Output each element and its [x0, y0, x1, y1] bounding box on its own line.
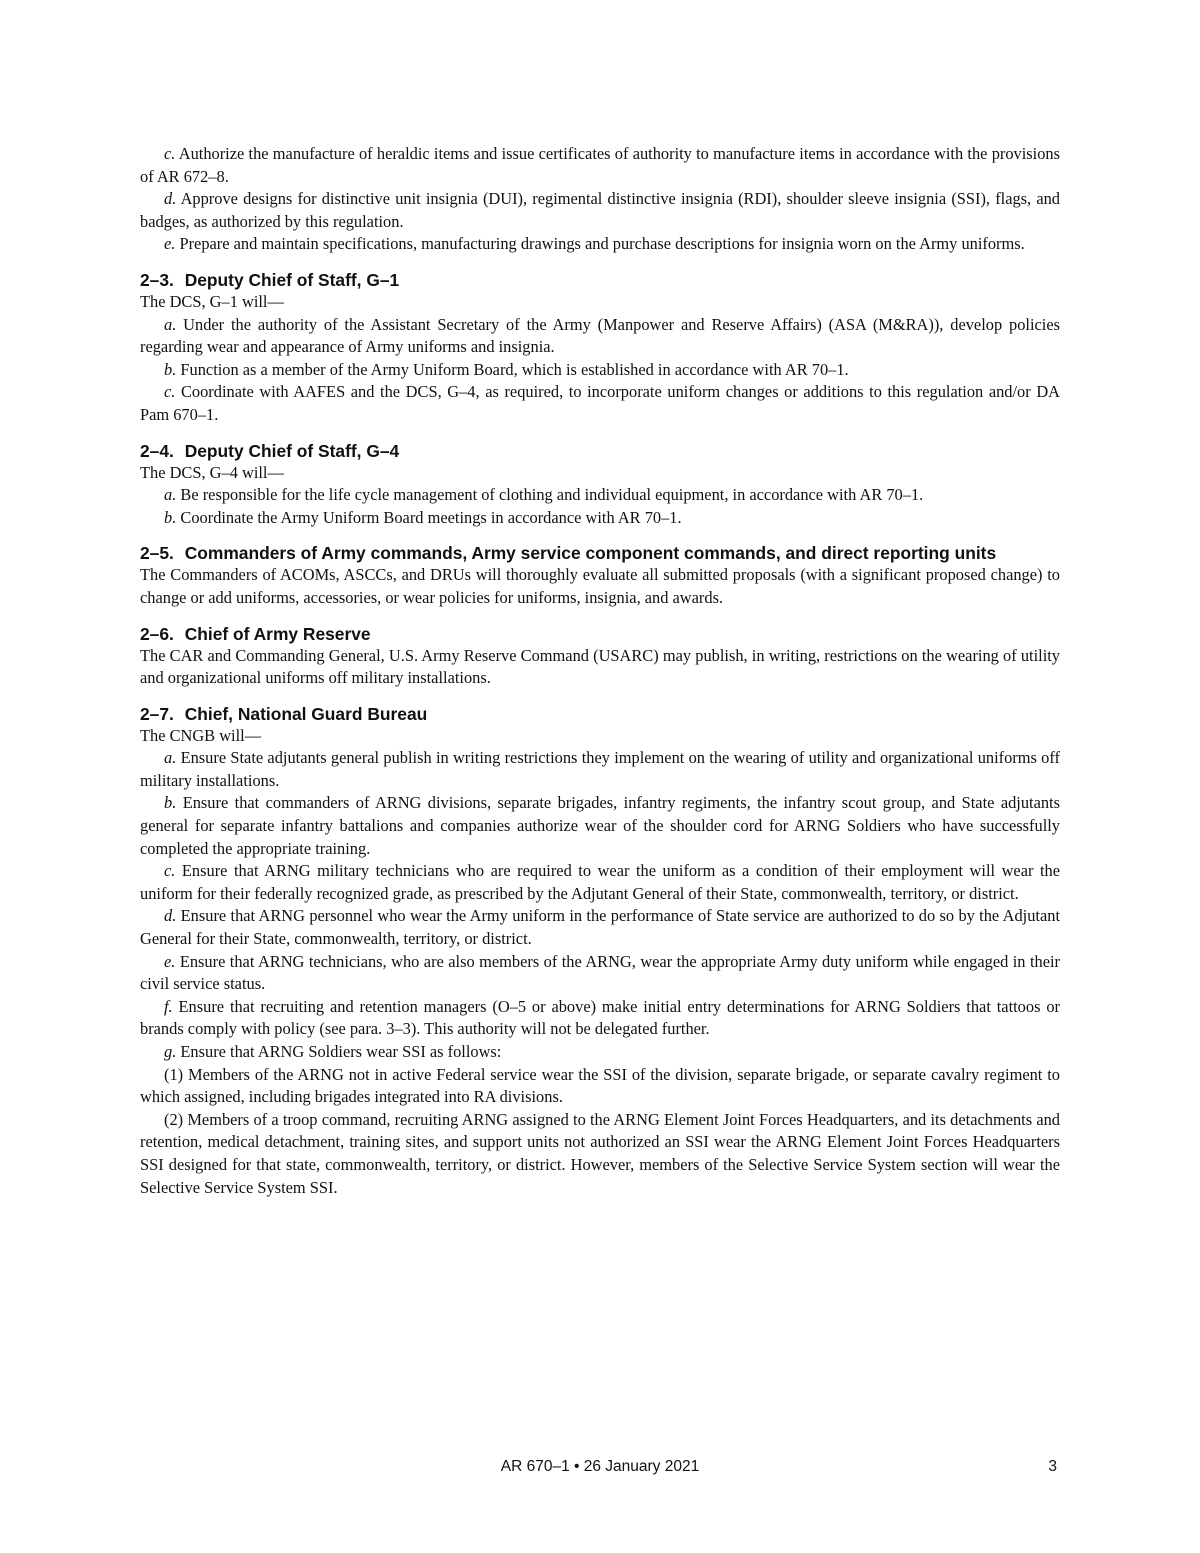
item-label: a.: [164, 314, 177, 334]
page-footer: [0, 1458, 1200, 1482]
list-item: [140, 747, 1060, 792]
item-label: f.: [164, 996, 173, 1016]
item-text: Approve designs for distinctive unit insignia (DUI), regimental distinctive insignia (RDI), shoulder sleeve insignia (SSI), flags, and badges, as authorized by this regulation.: [140, 189, 1060, 231]
intro-item-c: [140, 143, 1060, 188]
sub-list-item: [140, 1064, 1060, 1109]
section-lead: The DCS, G–4 will—: [140, 462, 284, 482]
item-label: c.: [164, 144, 176, 163]
list-item: [140, 905, 1060, 950]
list-item: [140, 507, 1060, 530]
item-label: c.: [164, 861, 176, 881]
intro-item-d: [140, 188, 1060, 233]
item-label: c.: [164, 382, 176, 402]
item-text: Prepare and maintain specifications, manufacturing drawings and purchase descriptions for insignia worn on the Army uniforms.: [179, 234, 1025, 254]
section-number: 2–7.: [140, 703, 174, 724]
item-text: Function as a member of the Army Uniform Board, which is established in accordance with AR 70–1.: [180, 359, 849, 379]
item-text: Ensure that commanders of ARNG divisions, separate brigades, infantry regiments, the infantry scout group, and State adjutants general for separate infantry battalions and companies authorize wear of the shoulder cord for ARNG Soldiers who have successfully completed the appropriate training.: [140, 793, 1060, 858]
item-label: d.: [164, 906, 177, 926]
item-label: b.: [164, 359, 177, 379]
section-title: Commanders of Army commands, Army service component commands, and direct reporting units: [184, 543, 997, 564]
item-text: Ensure that ARNG technicians, who are also members of the ARNG, wear the appropriate Army duty uniform while engaged in their civil service status.: [140, 951, 1060, 994]
section-number: 2–4.: [140, 440, 174, 461]
list-item: [140, 484, 1060, 507]
item-text: Ensure that recruiting and retention managers (O–5 or above) make initial entry determinations for ARNG Soldiers that tattoos or brands comply with policy (see para. 3–3). This authority will not be delegated further.: [140, 996, 1060, 1039]
section-2-6: [140, 623, 1060, 690]
list-item: [140, 860, 1060, 905]
list-item: [140, 951, 1060, 996]
item-label: a.: [164, 485, 177, 505]
item-label: d.: [164, 189, 177, 209]
item-label: b.: [164, 793, 177, 813]
item-text: Authorize the manufacture of heraldic items and issue certificates of authority to manufacture items in accordance with the provisions of AR 672–8.: [140, 144, 1060, 186]
footer-document-id: AR 670–1 • 26 January 2021: [500, 1458, 700, 1475]
section-2-3: [140, 269, 1060, 427]
section-title: Deputy Chief of Staff, G–4: [184, 440, 400, 461]
document-page: [140, 143, 1060, 1199]
item-label: (1): [164, 1064, 184, 1084]
section-heading: [140, 542, 1060, 564]
intro-list: [140, 143, 1060, 256]
item-text: Ensure that ARNG military technicians who are required to wear the uniform as a condition of their employment will wear the uniform for their federally recognized grade, as prescribed by the Adjutant General of their State, commonwealth, territory, or district.: [140, 861, 1060, 903]
section-number: 2–6.: [140, 623, 174, 644]
item-text: Coordinate with AAFES and the DCS, G–4, as required, to incorporate uniform changes or additions to this regulation and/or DA Pam 670–1.: [140, 382, 1060, 424]
list-item: [140, 314, 1060, 359]
section-title: Deputy Chief of Staff, G–1: [184, 269, 400, 290]
list-item: [140, 1041, 1060, 1064]
list-item: [140, 359, 1060, 382]
section-lead: The DCS, G–1 will—: [140, 291, 284, 311]
item-label: a.: [164, 748, 177, 768]
section-heading: [140, 623, 1060, 645]
item-text: Be responsible for the life cycle management of clothing and individual equipment, in accordance with AR 70–1.: [180, 485, 924, 505]
list-item: [140, 792, 1060, 860]
section-lead: The CAR and Commanding General, U.S. Army Reserve Command (USARC) may publish, in writing, restrictions on the wearing of utility and organizational uniforms off military installations.: [140, 645, 1060, 688]
item-text: Under the authority of the Assistant Secretary of the Army (Manpower and Reserve Affairs) (ASA (M&RA)), develop policies regarding wear and appearance of Army uniforms and insignia.: [140, 314, 1060, 357]
item-label: e.: [164, 951, 176, 971]
section-heading: [140, 269, 1060, 291]
item-text: Coordinate the Army Uniform Board meetings in accordance with AR 70–1.: [180, 507, 682, 527]
item-label: e.: [164, 234, 176, 254]
section-2-7: [140, 703, 1060, 1199]
item-text: Ensure that ARNG Soldiers wear SSI as follows:: [180, 1042, 502, 1061]
item-text: Ensure State adjutants general publish in writing restrictions they implement on the wearing of utility and organizational uniforms off military installations.: [140, 748, 1060, 790]
sub-list-item: [140, 1109, 1060, 1199]
section-lead: The Commanders of ACOMs, ASCCs, and DRUs will thoroughly evaluate all submitted proposals (with a significant proposed change) to change or add uniforms, accessories, or wear policies for uniforms, insignia, and awards.: [140, 565, 1060, 607]
section-number: 2–3.: [140, 269, 174, 290]
list-item: [140, 381, 1060, 426]
item-text: Ensure that ARNG personnel who wear the Army uniform in the performance of State service are authorized to do so by the Adjutant General for their State, commonwealth, territory, or district.: [140, 906, 1061, 949]
section-2-4: [140, 440, 1060, 530]
item-label: (2): [164, 1109, 184, 1129]
item-text: Members of a troop command, recruiting ARNG assigned to the ARNG Element Joint Forces Headquarters, and its detachments and retention, medical detachment, training sites, and support units not authorized an SSI wear the ARNG Element Joint Forces Headquarters SSI designed for that state, commonwealth, territory, or district. However, members of the Selective Service System section will wear the Selective Service System SSI.: [140, 1109, 1060, 1197]
section-2-5: [140, 542, 1060, 609]
page-number: 3: [1048, 1458, 1057, 1475]
section-title: Chief of Army Reserve: [184, 623, 371, 644]
section-lead: The CNGB will—: [140, 725, 262, 745]
intro-item-e: [140, 233, 1060, 256]
item-text: Members of the ARNG not in active Federal service wear the SSI of the division, separate brigade, or separate cavalry regiment to which assigned, including brigades integrated into RA divisions.: [140, 1064, 1060, 1107]
item-label: b.: [164, 507, 177, 527]
list-item: [140, 996, 1060, 1041]
section-title: Chief, National Guard Bureau: [184, 703, 428, 724]
section-heading: [140, 703, 1060, 725]
item-label: g.: [164, 1042, 177, 1061]
section-heading: [140, 440, 1060, 462]
section-number: 2–5.: [140, 543, 174, 564]
